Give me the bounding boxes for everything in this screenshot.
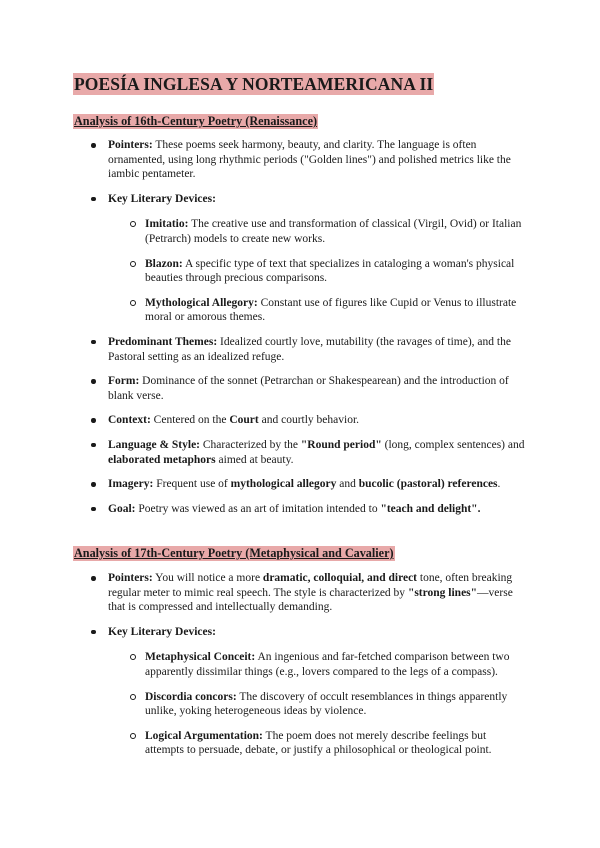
section2-list [108, 571, 528, 768]
list-item-pointers: Pointers: These poems seek harmony, beauty, and clarity. The language is often ornamented, using long rhythmic periods ("Golden lines") and polished metrics like the iambic pentameter. [108, 138, 528, 182]
list-item-goal: Goal: Poetry was viewed as an art of imitation intended to "teach and delight". [108, 502, 528, 517]
section-heading-17th-century: Analysis of 17th-Century Poetry (Metaphysical and Cavalier) [74, 546, 394, 560]
list-item-themes: Predominant Themes: Idealized courtly love, mutability (the ravages of time), and the Pastoral setting as an idealized refuge. [108, 335, 528, 364]
sublist-item-metaphysical-conceit: Metaphysical Conceit: An ingenious and far-fetched comparison between two apparently dissimilar things (e.g., lovers compared to the legs of a compass). [145, 650, 528, 679]
section-heading-16th-century: Analysis of 16th-Century Poetry (Renaissance) [74, 114, 318, 128]
list-item-language-style: Language & Style: Characterized by the "Round period" (long, complex sentences) and elaborated metaphors aimed at beauty. [108, 438, 528, 467]
list-item-key-devices: Key Literary Devices: Imitatio: The creative use and transformation of classical (Virgil, Ovid) or Italian (Petrarch) models to create new works. Blazon: A specific type of text that specializes in cataloging a woman's physical beauties through precious comparisons. Mythological Allegory: Constant use of figures like Cupid or Venus to illustrate moral or amorous themes. [108, 192, 528, 325]
section1-list [108, 138, 528, 516]
sublist-item-mythological-allegory: Mythological Allegory: Constant use of figures like Cupid or Venus to illustrate moral or amorous themes. [145, 296, 528, 325]
devices-sublist-17th [145, 650, 528, 758]
list-item-imagery: Imagery: Frequent use of mythological allegory and bucolic (pastoral) references. [108, 477, 528, 492]
list-item-key-devices-17th: Key Literary Devices: Metaphysical Conceit: An ingenious and far-fetched comparison between two apparently dissimilar things (e.g., lovers compared to the legs of a compass). Discordia concors: The discovery of occult resemblances in things apparently unlike, yoking heterogeneous ideas by violence. Logical Argumentation: The poem does not merely describe feelings but attempts to persuade, debate, or justify a philosophical or theological point. [108, 625, 528, 758]
sublist-item-imitatio: Imitatio: The creative use and transformation of classical (Virgil, Ovid) or Italian (Petrarch) models to create new works. [145, 217, 528, 246]
sublist-item-blazon: Blazon: A specific type of text that specializes in cataloging a woman's physical beauties through precious comparisons. [145, 257, 528, 286]
sublist-item-discordia-concors: Discordia concors: The discovery of occult resemblances in things apparently unlike, yoking heterogeneous ideas by violence. [145, 690, 528, 719]
devices-sublist [145, 217, 528, 325]
sublist-item-logical-argumentation: Logical Argumentation: The poem does not merely describe feelings but attempts to persuade, debate, or justify a philosophical or theological point. [145, 729, 528, 758]
list-item-pointers-17th: Pointers: You will notice a more dramatic, colloquial, and direct tone, often breaking regular meter to mimic real speech. The style is characterized by "strong lines"—verse that is compressed and intellectually demanding. [108, 571, 528, 615]
list-item-form: Form: Dominance of the sonnet (Petrarchan or Shakespearean) and the introduction of blank verse. [108, 374, 528, 403]
document-title: POESÍA INGLESA Y NORTEAMERICANA II [74, 74, 434, 94]
list-item-context: Context: Centered on the Court and courtly behavior. [108, 413, 528, 428]
